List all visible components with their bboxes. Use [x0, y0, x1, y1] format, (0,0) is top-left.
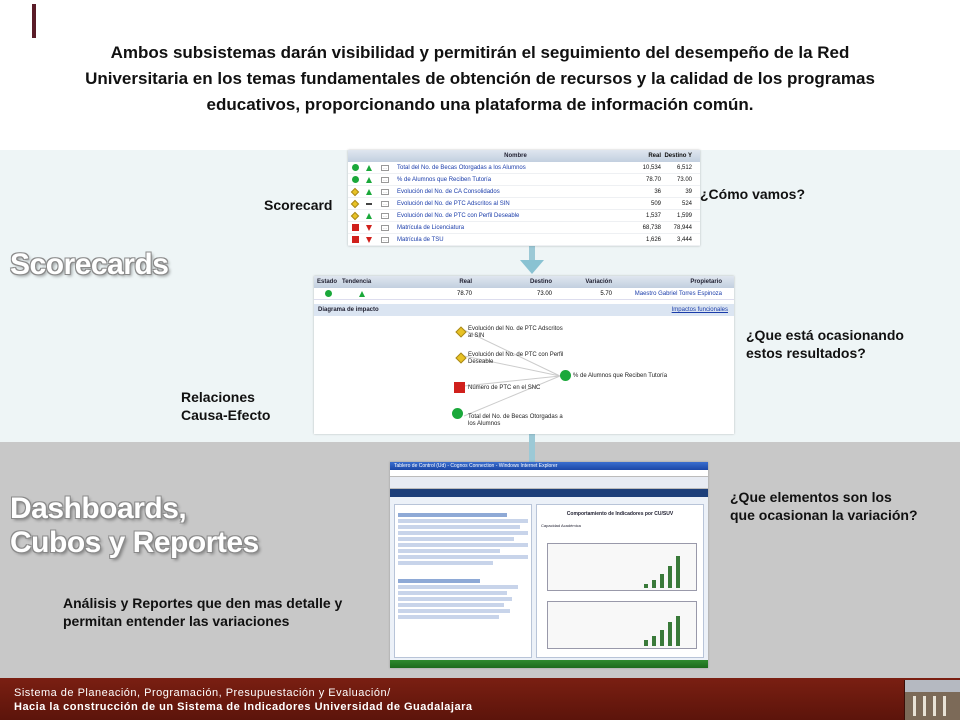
row-status — [348, 210, 362, 221]
label-como-vamos: ¿Cómo vamos? — [700, 186, 806, 202]
row-actions — [376, 174, 394, 185]
row-actions — [376, 222, 394, 233]
building-photo — [904, 680, 960, 720]
node-becas-icon — [452, 408, 463, 419]
green-dot-icon — [352, 176, 359, 183]
headline: Ambos subsistemas darán visibilidad y permitirán el seguimiento del desempeño de la Red Universitaria en los temas fundamentales de obtención de recursos y la calidad de los programas educativos, proporcionando una plataforma de información común. — [85, 43, 875, 114]
yellow-diamond-icon — [351, 199, 359, 207]
impact-diagram — [314, 276, 734, 434]
row-status — [348, 198, 362, 209]
impact-row — [314, 288, 734, 300]
dashboard-address-bar[interactable] — [390, 470, 708, 477]
building-column — [943, 696, 946, 716]
yellow-diamond-icon — [351, 211, 359, 219]
panel-line — [398, 543, 528, 547]
panel-line — [398, 537, 514, 541]
table-row[interactable] — [348, 222, 700, 234]
footer-line2: Hacia la construcción de un Sistema de Indicadores Universidad de Guadalajara — [14, 701, 473, 713]
impact-propietario[interactable]: Maestro Gabriel Torres Espinoza — [634, 291, 722, 297]
panel-line — [398, 597, 512, 601]
node-ptc-snc: Número de PTC en el SNC — [468, 385, 541, 391]
building-column — [913, 696, 916, 716]
building-column — [933, 696, 936, 716]
impact-header-tendencia: Tendencia — [342, 279, 372, 285]
table-row[interactable] — [348, 234, 700, 246]
row-name[interactable]: Evolución del No. de PTC con Perfil Deseable — [397, 213, 520, 219]
impact-header-variacion: Variación — [585, 279, 612, 285]
row-destino: 78,944 — [673, 225, 692, 231]
impact-diagram-bar — [314, 304, 734, 316]
node-target: % de Alumnos que Reciben Tutoría — [573, 373, 668, 379]
row-actions — [376, 210, 394, 221]
section-title-dashboards-line2: Cubos y Reportes — [10, 526, 259, 559]
header-actions — [376, 150, 394, 162]
header-status-icon — [348, 150, 362, 162]
impact-header — [314, 276, 734, 288]
footer-line1: Sistema de Planeación, Programación, Presupuestación y Evaluación/ — [14, 687, 391, 699]
dashboard-window — [390, 462, 708, 668]
row-actions — [376, 186, 394, 197]
row-trend — [362, 234, 376, 245]
node-ptc-perfil: Evolución del No. de PTC con Perfil Deseable — [468, 352, 564, 365]
row-real: 68,738 — [642, 225, 661, 231]
panel-line — [398, 549, 500, 553]
row-name[interactable]: Matrícula de TSU — [397, 237, 444, 243]
impact-real: 78.70 — [456, 291, 472, 297]
node-becas: Total del No. de Becas Otorgadas a los Alumnos — [468, 414, 563, 427]
trend-down-icon — [366, 237, 372, 243]
row-actions — [376, 234, 394, 245]
green-dot-icon — [325, 290, 332, 297]
red-square-icon — [352, 224, 359, 231]
panel-line — [398, 579, 480, 583]
row-actions — [376, 162, 394, 173]
more-icon[interactable]: … — [383, 212, 387, 218]
more-icon[interactable]: … — [383, 188, 387, 194]
trend-up-icon — [366, 189, 372, 195]
mini-chart-2 — [547, 601, 697, 649]
row-status — [348, 234, 362, 245]
impact-diagram-link[interactable]: Impactos funcionales — [671, 307, 728, 313]
panel-line — [398, 609, 510, 613]
section-title-dashboards-line1: Dashboards, — [10, 492, 187, 525]
label-que-ocasiona: ¿Que está ocasionando estos resultados? — [746, 327, 904, 361]
impact-trend — [342, 288, 382, 299]
more-icon[interactable]: … — [383, 200, 387, 206]
row-trend — [362, 222, 376, 233]
green-dot-icon — [352, 164, 359, 171]
label-scorecard: Scorecard — [264, 197, 333, 213]
dashboard-toolbar — [390, 477, 708, 489]
trend-up-icon — [366, 213, 372, 219]
header-destino: Destino Y — [664, 153, 692, 159]
row-real: 78.70 — [645, 177, 661, 183]
header-name: Nombre — [504, 153, 527, 159]
impact-diagram-title: Diagrama de impacto — [318, 307, 379, 313]
row-actions — [376, 198, 394, 209]
row-status — [348, 186, 362, 197]
row-real: 1,537 — [645, 213, 661, 219]
row-destino: 524 — [681, 201, 692, 207]
panel-line — [398, 519, 528, 523]
more-icon[interactable]: … — [383, 236, 387, 242]
panel-line — [398, 585, 518, 589]
dashboard-window-title: Tablero de Control (Ud) - Cognos Connection - Windows Internet Explorer — [390, 462, 708, 470]
trend-flat-icon — [366, 203, 372, 205]
trend-down-icon — [366, 225, 372, 231]
table-row[interactable] — [348, 198, 700, 210]
impact-header-propietario: Propietario — [690, 279, 722, 285]
trend-up-icon — [359, 291, 365, 297]
scorecard-table — [348, 150, 700, 246]
impact-header-real: Real — [459, 279, 472, 285]
node-ptc-sin: Evolución del No. de PTC Adscritos al SIN — [468, 326, 563, 339]
panel-line — [398, 591, 507, 595]
impact-status — [314, 288, 342, 299]
impact-header-estado: Estado — [317, 279, 338, 285]
panel-line — [398, 513, 507, 517]
row-destino: 3,444 — [676, 237, 692, 243]
footer-text — [14, 686, 472, 714]
red-square-icon — [352, 236, 359, 243]
header-trend — [362, 150, 376, 162]
more-icon[interactable]: … — [383, 176, 387, 182]
yellow-diamond-icon — [351, 187, 359, 195]
dashboard-tabs — [390, 489, 708, 497]
more-icon[interactable]: … — [383, 164, 387, 170]
trend-up-icon — [366, 177, 372, 183]
row-name[interactable]: Evolución del No. de CA Consolidados — [397, 189, 500, 195]
connector-bottom — [529, 434, 535, 462]
row-status — [348, 174, 362, 185]
panel-line — [398, 603, 504, 607]
impact-destino: 73.00 — [536, 291, 552, 297]
row-destino: 39 — [685, 189, 692, 195]
row-trend — [362, 186, 376, 197]
row-real: 509 — [650, 201, 661, 207]
row-real: 36 — [654, 189, 661, 195]
table-row[interactable] — [348, 174, 700, 186]
node-target-icon — [560, 370, 571, 381]
panel-line — [398, 615, 499, 619]
dashboard-chart-title: Comportamiento de Indicadores por CU/SUV — [566, 511, 674, 517]
row-name[interactable]: Total del No. de Becas Otorgadas a los Alumnos — [397, 165, 526, 171]
mini-chart-1-graph — [548, 544, 696, 590]
row-name[interactable]: % de Alumnos que Reciben Tutoría — [397, 177, 492, 183]
building-column — [923, 696, 926, 716]
row-trend — [362, 210, 376, 221]
trend-up-icon — [366, 165, 372, 171]
row-name[interactable]: Evolución del No. de PTC Adscritos al SIN — [397, 201, 510, 207]
panel-line — [398, 561, 493, 565]
header-real: Real — [648, 153, 661, 159]
arrow-down-icon — [520, 260, 544, 274]
mini-chart-2-graph — [548, 602, 696, 648]
row-real: 1,626 — [645, 237, 661, 243]
panel-line — [398, 531, 528, 535]
row-trend — [362, 198, 376, 209]
more-icon[interactable]: … — [383, 224, 387, 230]
mini-chart-1 — [547, 543, 697, 591]
row-trend — [362, 162, 376, 173]
table-row[interactable] — [348, 186, 700, 198]
panel-line — [398, 555, 528, 559]
panel-line — [398, 525, 520, 529]
accent-bar — [32, 4, 36, 38]
table-row[interactable] — [348, 162, 700, 174]
label-elementos: ¿Que elementos son los que ocasionan la variación? — [730, 489, 918, 523]
row-destino: 73.00 — [676, 177, 692, 183]
dashboard-taskbar — [390, 660, 708, 668]
dashboard-right-panel — [536, 504, 704, 658]
label-analisis: Análisis y Reportes que den mas detalle y permitan entender las variaciones — [63, 595, 343, 629]
dashboard-section: Capacidad Académica — [541, 523, 581, 528]
row-status — [348, 162, 362, 173]
dashboard-left-panel — [394, 504, 532, 658]
row-destino: 6,512 — [676, 165, 692, 171]
row-name[interactable]: Matrícula de Licenciatura — [397, 225, 465, 231]
node-ptc-snc-icon — [454, 382, 465, 393]
row-destino: 1,599 — [676, 213, 692, 219]
row-trend — [362, 174, 376, 185]
section-title-dashboards — [10, 492, 259, 560]
impact-header-destino: Destino — [529, 279, 552, 285]
row-real: 10,534 — [642, 165, 661, 171]
section-title-scorecards: Scorecards — [10, 248, 169, 281]
label-relaciones: Relaciones Causa-Efecto — [181, 389, 271, 423]
table-row[interactable] — [348, 210, 700, 222]
scorecard-table-header — [348, 150, 700, 162]
impact-variacion: 5.70 — [600, 291, 612, 297]
row-status — [348, 222, 362, 233]
